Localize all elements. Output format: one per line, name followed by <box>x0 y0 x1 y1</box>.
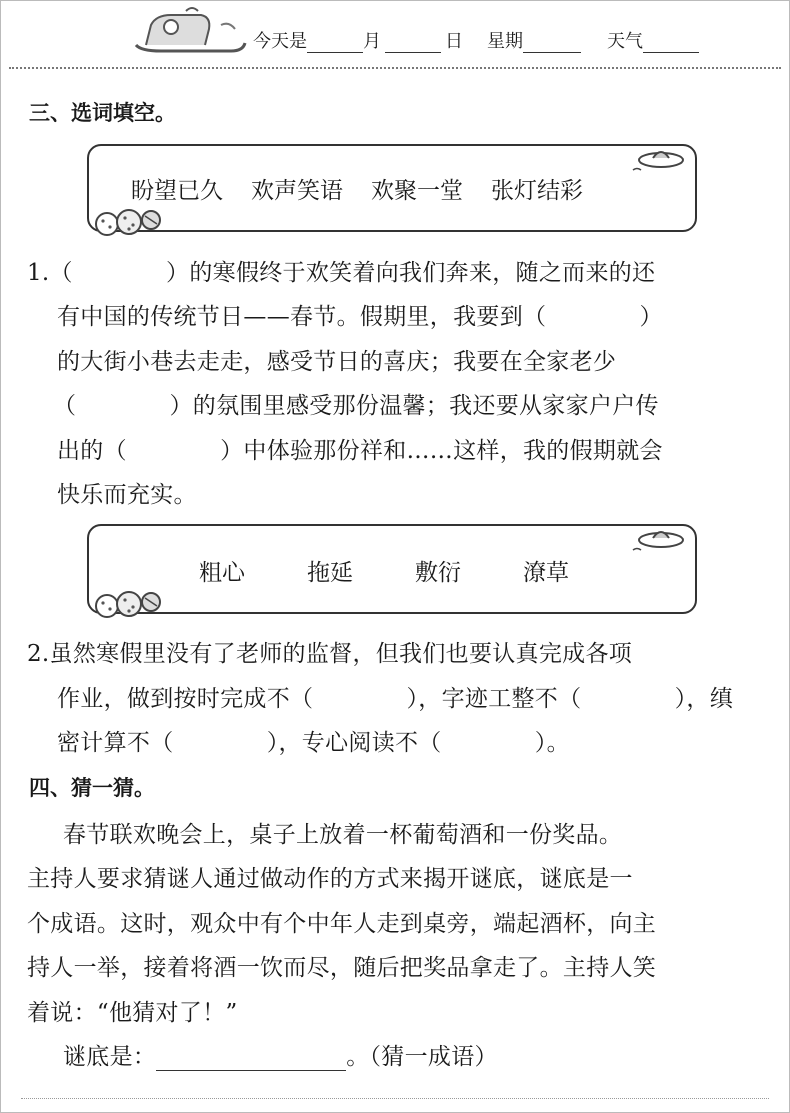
word-option: 拖延 <box>307 560 353 586</box>
balls-decoration-icon <box>93 586 165 620</box>
riddle-line-1: 春节联欢晚会上，桌子上放着一杯葡萄酒和一份奖品。 <box>63 822 623 848</box>
ufo-decoration-icon <box>631 522 687 556</box>
word-option: 欢聚一堂 <box>371 178 463 204</box>
word-option: 敷衍 <box>415 560 461 586</box>
balls-decoration-icon <box>93 204 165 238</box>
ufo-decoration-icon <box>631 142 687 176</box>
q2-line-1: 2.虽然寒假里没有了老师的监督，但我们也要认真完成各项 <box>27 641 633 667</box>
q1-line-1: 1.（ ）的寒假终于欢笑着向我们奔来，随之而来的还 <box>27 260 656 286</box>
word-bank-box-1 <box>87 144 697 232</box>
header-divider <box>9 67 781 69</box>
word-bank-1-words <box>131 172 583 205</box>
word-bank-box-2 <box>87 524 697 614</box>
today-label: 今天是 <box>253 31 307 52</box>
section-3-title: 三、选词填空。 <box>29 101 176 125</box>
weather-blank[interactable] <box>643 34 699 53</box>
word-bank-2-words <box>199 554 569 587</box>
q1-line-4: （ ）的氛围里感受那份温馨；我还要从家家户户传 <box>53 393 659 419</box>
answer-suffix: 。（猜一成语） <box>346 1044 498 1070</box>
q1-line-2: 有中国的传统节日——春节。假期里，我要到（ ） <box>57 304 663 330</box>
word-option: 欢声笑语 <box>251 178 343 204</box>
riddle-line-3: 个成语。这时，观众中有个中年人走到桌旁，端起酒杯，向主 <box>27 911 657 937</box>
month-blank[interactable] <box>307 34 363 53</box>
answer-label: 谜底是： <box>63 1044 157 1070</box>
riddle-line-5: 着说：“他猜对了！” <box>27 1000 238 1026</box>
date-weather-line <box>253 27 699 53</box>
footer-divider <box>21 1098 769 1099</box>
q1-line-5: 出的（ ）中体验那份祥和……这样，我的假期就会 <box>57 438 663 464</box>
riddle-line-4: 持人一举，接着将酒一饮而尽，随后把奖品拿走了。主持人笑 <box>27 955 657 981</box>
word-option: 潦草 <box>523 560 569 586</box>
weekday-blank[interactable] <box>523 34 581 53</box>
day-blank[interactable] <box>385 34 441 53</box>
weather-label: 天气 <box>607 31 643 52</box>
answer-blank[interactable] <box>156 1048 346 1071</box>
answer-line <box>63 1038 498 1071</box>
word-option: 盼望已久 <box>131 178 223 204</box>
q1-line-3: 的大街小巷去走走，感受节日的喜庆；我要在全家老少 <box>57 349 617 375</box>
day-label: 日 <box>445 31 463 52</box>
page-header <box>1 1 790 67</box>
q2-line-2: 作业，做到按时完成不（ ），字迹工整不（ ），缜 <box>57 686 733 712</box>
section-4-title: 四、猜一猜。 <box>29 776 155 800</box>
q2-line-3: 密计算不（ ），专心阅读不（ ）。 <box>57 730 570 756</box>
word-option: 张灯结彩 <box>491 178 583 204</box>
weekday-label: 星期 <box>487 31 523 52</box>
sled-decoration-icon <box>131 5 251 55</box>
q1-line-6: 快乐而充实。 <box>57 482 197 508</box>
word-option: 粗心 <box>199 560 245 586</box>
month-label: 月 <box>363 31 381 52</box>
riddle-line-2: 主持人要求猜谜人通过做动作的方式来揭开谜底，谜底是一 <box>27 866 633 892</box>
